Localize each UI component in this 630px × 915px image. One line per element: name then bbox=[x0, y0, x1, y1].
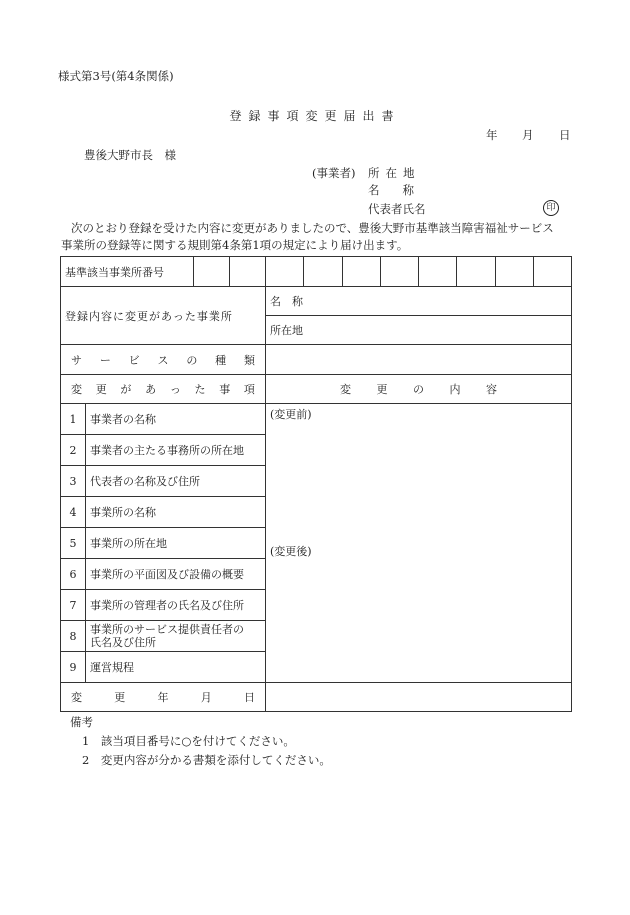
notes bbox=[70, 713, 331, 770]
service-type-field[interactable] bbox=[266, 345, 572, 375]
change-date-char: 年 bbox=[157, 691, 169, 704]
form-number: 様式第3号(第4条関係) bbox=[58, 69, 174, 83]
date-month-label: 月 bbox=[522, 128, 534, 142]
change-content-char: の bbox=[413, 383, 424, 396]
date-year-label: 年 bbox=[486, 128, 498, 142]
change-header-row bbox=[61, 375, 572, 404]
service-type-char: ビ bbox=[128, 353, 140, 367]
service-type-label bbox=[61, 345, 266, 375]
change-content-char: 内 bbox=[449, 383, 461, 396]
addressee: 豊後大野市長 様 bbox=[84, 148, 176, 162]
change-item-number[interactable]: 1 bbox=[61, 404, 86, 435]
change-content-char: 変 bbox=[340, 383, 351, 396]
change-item-number[interactable]: 4 bbox=[61, 497, 86, 528]
change-item-number[interactable]: 2 bbox=[61, 435, 86, 466]
change-content-header bbox=[266, 375, 572, 404]
office-number-label-cell bbox=[61, 257, 266, 287]
applicant-role: (事業者) bbox=[312, 166, 356, 180]
office-address-label: 所在地 bbox=[270, 324, 303, 337]
service-type-char: の bbox=[186, 353, 198, 367]
office-name-label: 名 称 bbox=[270, 295, 303, 308]
change-item-label: 事業所のサービス提供責任者の 氏名及び住所 bbox=[86, 621, 266, 652]
changed-items-char: っ bbox=[169, 383, 181, 396]
office-number-boxes[interactable] bbox=[266, 257, 572, 287]
change-date-char: 更 bbox=[114, 691, 126, 704]
change-content-field[interactable] bbox=[266, 404, 572, 683]
applicant-name-label: 名 称 bbox=[368, 183, 414, 197]
changed-office-label: 登録内容に変更があった事業所 bbox=[61, 287, 266, 345]
seal-mark: 印 bbox=[543, 200, 559, 216]
change-date-char: 日 bbox=[244, 691, 255, 704]
change-item-number[interactable]: 9 bbox=[61, 652, 86, 683]
change-item-label: 事業所の所在地 bbox=[86, 528, 266, 559]
service-type-row bbox=[61, 345, 572, 375]
change-date-field[interactable] bbox=[266, 683, 572, 712]
change-item-number[interactable]: 5 bbox=[61, 528, 86, 559]
office-address-field[interactable] bbox=[266, 316, 572, 345]
service-type-char: ス bbox=[157, 353, 169, 367]
service-type-char: サ bbox=[71, 353, 82, 367]
change-content-char: 更 bbox=[376, 383, 388, 396]
before-change-label: (変更前) bbox=[270, 408, 312, 421]
office-name-field[interactable] bbox=[266, 287, 572, 316]
changed-items-char: た bbox=[194, 383, 206, 396]
change-item-label: 事業所の管理者の氏名及び住所 bbox=[86, 590, 266, 621]
change-item-number[interactable]: 7 bbox=[61, 590, 86, 621]
body-line-1: 次のとおり登録を受けた内容に変更がありましたので、豊後大野市基準該当障害福祉サービス bbox=[71, 221, 554, 235]
office-number-row bbox=[61, 257, 572, 287]
document-title: 登録事項変更届出書 bbox=[229, 109, 401, 123]
changed-items-char: 項 bbox=[243, 383, 255, 396]
change-item-row bbox=[61, 404, 572, 435]
after-change-label: (変更後) bbox=[270, 545, 312, 558]
change-content-char: 容 bbox=[486, 383, 497, 396]
change-item-label: 事業所の名称 bbox=[86, 497, 266, 528]
office-number-label: 基準該当事業所番号 bbox=[65, 265, 164, 279]
date-day-label: 日 bbox=[559, 128, 571, 142]
change-date-label bbox=[61, 683, 266, 712]
change-item-number[interactable]: 3 bbox=[61, 466, 86, 497]
change-item-label: 事業者の名称 bbox=[86, 404, 266, 435]
change-item-number[interactable]: 8 bbox=[61, 621, 86, 652]
service-type-char: ー bbox=[99, 353, 111, 367]
changed-items-char: が bbox=[120, 383, 132, 396]
applicant-rep-label: 代表者氏名 bbox=[368, 202, 426, 216]
change-date-char: 月 bbox=[200, 691, 212, 704]
change-item-label: 事業者の主たる事務所の所在地 bbox=[86, 435, 266, 466]
body-text bbox=[61, 220, 576, 254]
changed-items-char: 変 bbox=[71, 383, 82, 396]
changed-items-char: あ bbox=[145, 383, 157, 396]
changed-office-row-1 bbox=[61, 287, 572, 316]
change-item-label: 事業所の平面図及び設備の概要 bbox=[86, 559, 266, 590]
note-item-1: 1 該当項目番号に○を付けてください。 bbox=[82, 734, 295, 748]
office-number-boxes-left[interactable] bbox=[193, 257, 265, 286]
changed-items-char: 事 bbox=[219, 383, 231, 396]
change-item-label: 代表者の名称及び住所 bbox=[86, 466, 266, 497]
applicant-address-label: 所在地 bbox=[368, 166, 421, 180]
change-item-label: 運営規程 bbox=[86, 652, 266, 683]
body-line-2: 事業所の登録等に関する規則第4条第1項の規定により届け出ます。 bbox=[61, 238, 409, 252]
changed-items-char: 更 bbox=[95, 383, 107, 396]
service-type-char: 種 bbox=[215, 353, 227, 367]
change-item-number[interactable]: 6 bbox=[61, 559, 86, 590]
notes-heading: 備考 bbox=[70, 715, 93, 729]
changed-items-header bbox=[61, 375, 266, 404]
change-date-char: 変 bbox=[71, 691, 82, 704]
service-type-char: 類 bbox=[243, 353, 255, 367]
note-item-2: 2 変更内容が分かる書類を添付してください。 bbox=[82, 753, 331, 767]
registration-change-table bbox=[60, 256, 572, 712]
change-date-row bbox=[61, 683, 572, 712]
